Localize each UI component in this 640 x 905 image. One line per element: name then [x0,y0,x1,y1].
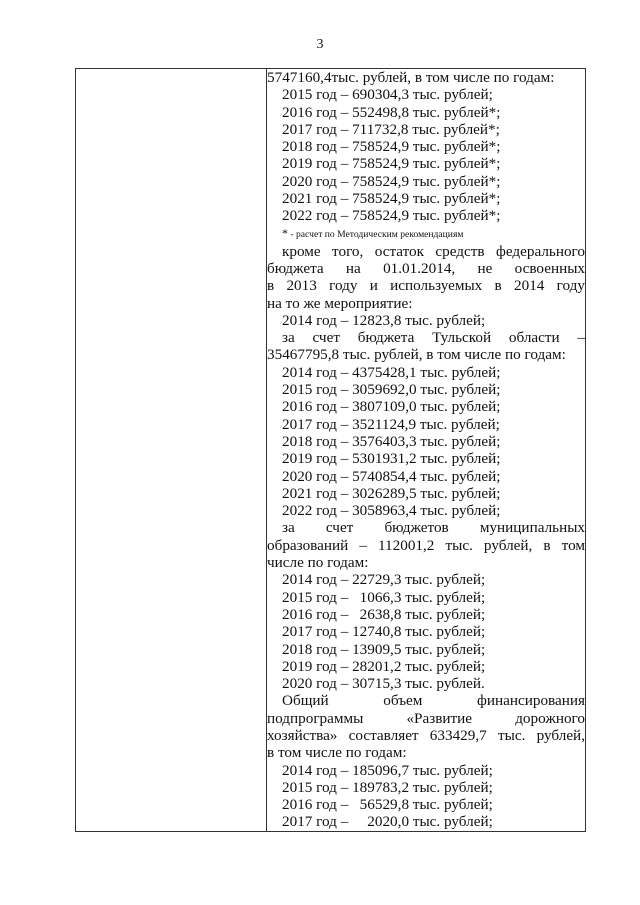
total-paragraph [267,692,585,830]
list-item: 2018 год – 3576403,3 тыс. рублей; [282,432,501,450]
footnote-text: - расчет по Методическим рекомендациям [288,228,464,240]
footnote [267,225,585,243]
list-item: 2019 год – 758524,9 тыс. рублей*; [282,155,501,173]
paragraph-line: бюджета на 01.01.2014, не освоенных [267,259,585,277]
paragraph-line: образований – 112001,2 тыс. рублей, в том [267,536,585,554]
list-item: 2022 год – 3058963,4 тыс. рублей; [282,502,501,520]
list-item: 2021 год – 758524,9 тыс. рублей*; [282,190,501,208]
list-item: 2015 год – 690304,3 тыс. рублей; [282,86,493,104]
list-item: 2020 год – 30715,3 тыс. рублей. [282,675,485,693]
list-item: 2022 год – 758524,9 тыс. рублей*; [282,207,501,225]
list-item: 2015 год – 189783,2 тыс. рублей; [282,778,493,796]
page-number: 3 [316,37,324,52]
list-item: 2017 год – 3521124,9 тыс. рублей; [282,415,500,433]
list-item: 2014 год – 185096,7 тыс. рублей; [282,761,493,779]
paragraph-line: подпрограммы «Развитие дорожного [267,709,585,727]
list-item: 2015 год – 3059692,0 тыс. рублей; [282,381,501,399]
paragraph-line: за счет бюджета Тульской области – [282,329,585,347]
paragraph-line: на то же мероприятие: [267,294,413,312]
list-item: 2017 год – 2020,0 тыс. рублей; [282,813,493,831]
list-item: 2019 год – 28201,2 тыс. рублей; [282,657,486,675]
federal-total-line: 5747160,4тыс. рублей, в том числе по годам: [267,69,555,86]
paragraph-line: числе по годам: [267,554,369,572]
financing-table [75,68,586,832]
paragraph-line: хозяйства» составляет 633429,7 тыс. рублей, [267,726,585,744]
federal-years-list [267,86,585,224]
municipal-paragraph [267,519,585,692]
list-item: 2016 год – 56529,8 тыс. рублей; [282,796,493,814]
list-item: 2017 год – 12740,8 тыс. рублей; [282,623,486,641]
list-item: 2016 год – 2638,8 тыс. рублей; [282,605,486,623]
list-item: 2014 год – 12823,8 тыс. рублей; [282,311,486,329]
list-item: 2014 год – 4375428,1 тыс. рублей; [282,363,501,381]
label-cell [76,69,267,832]
paragraph-line: в том числе по годам: [267,744,407,762]
list-item: 2018 год – 13909,5 тыс. рублей; [282,640,486,658]
paragraph-line: кроме того, остаток средств федерального [282,242,585,260]
list-item: 2016 год – 3807109,0 тыс. рублей; [282,398,501,416]
list-item: 2021 год – 3026289,5 тыс. рублей; [282,484,501,502]
list-item: 2014 год – 22729,3 тыс. рублей; [282,571,486,589]
list-item: 2020 год – 758524,9 тыс. рублей*; [282,172,501,190]
list-item: 2015 год – 1066,3 тыс. рублей; [282,588,486,606]
paragraph-line: за счет бюджетов муниципальных [282,519,585,537]
list-item: 2019 год – 5301931,2 тыс. рублей; [282,450,501,468]
list-item: 2016 год – 552498,8 тыс. рублей*; [282,103,501,121]
paragraph-line: Общий объем финансирования [282,692,585,710]
paragraph-line: 35467795,8 тыс. рублей, в том числе по годам: [267,346,566,364]
financing-text-cell [267,69,586,832]
list-item: 2020 год – 5740854,4 тыс. рублей; [282,467,501,485]
footnote-mark: * [282,225,288,240]
list-item: 2017 год – 711732,8 тыс. рублей*; [282,120,500,138]
paragraph-line: в 2013 году и используемых в 2014 году [267,277,585,295]
regional-paragraph [267,329,585,519]
table-row [76,69,586,832]
list-item: 2018 год – 758524,9 тыс. рублей*; [282,138,501,156]
remainder-paragraph [267,243,585,329]
